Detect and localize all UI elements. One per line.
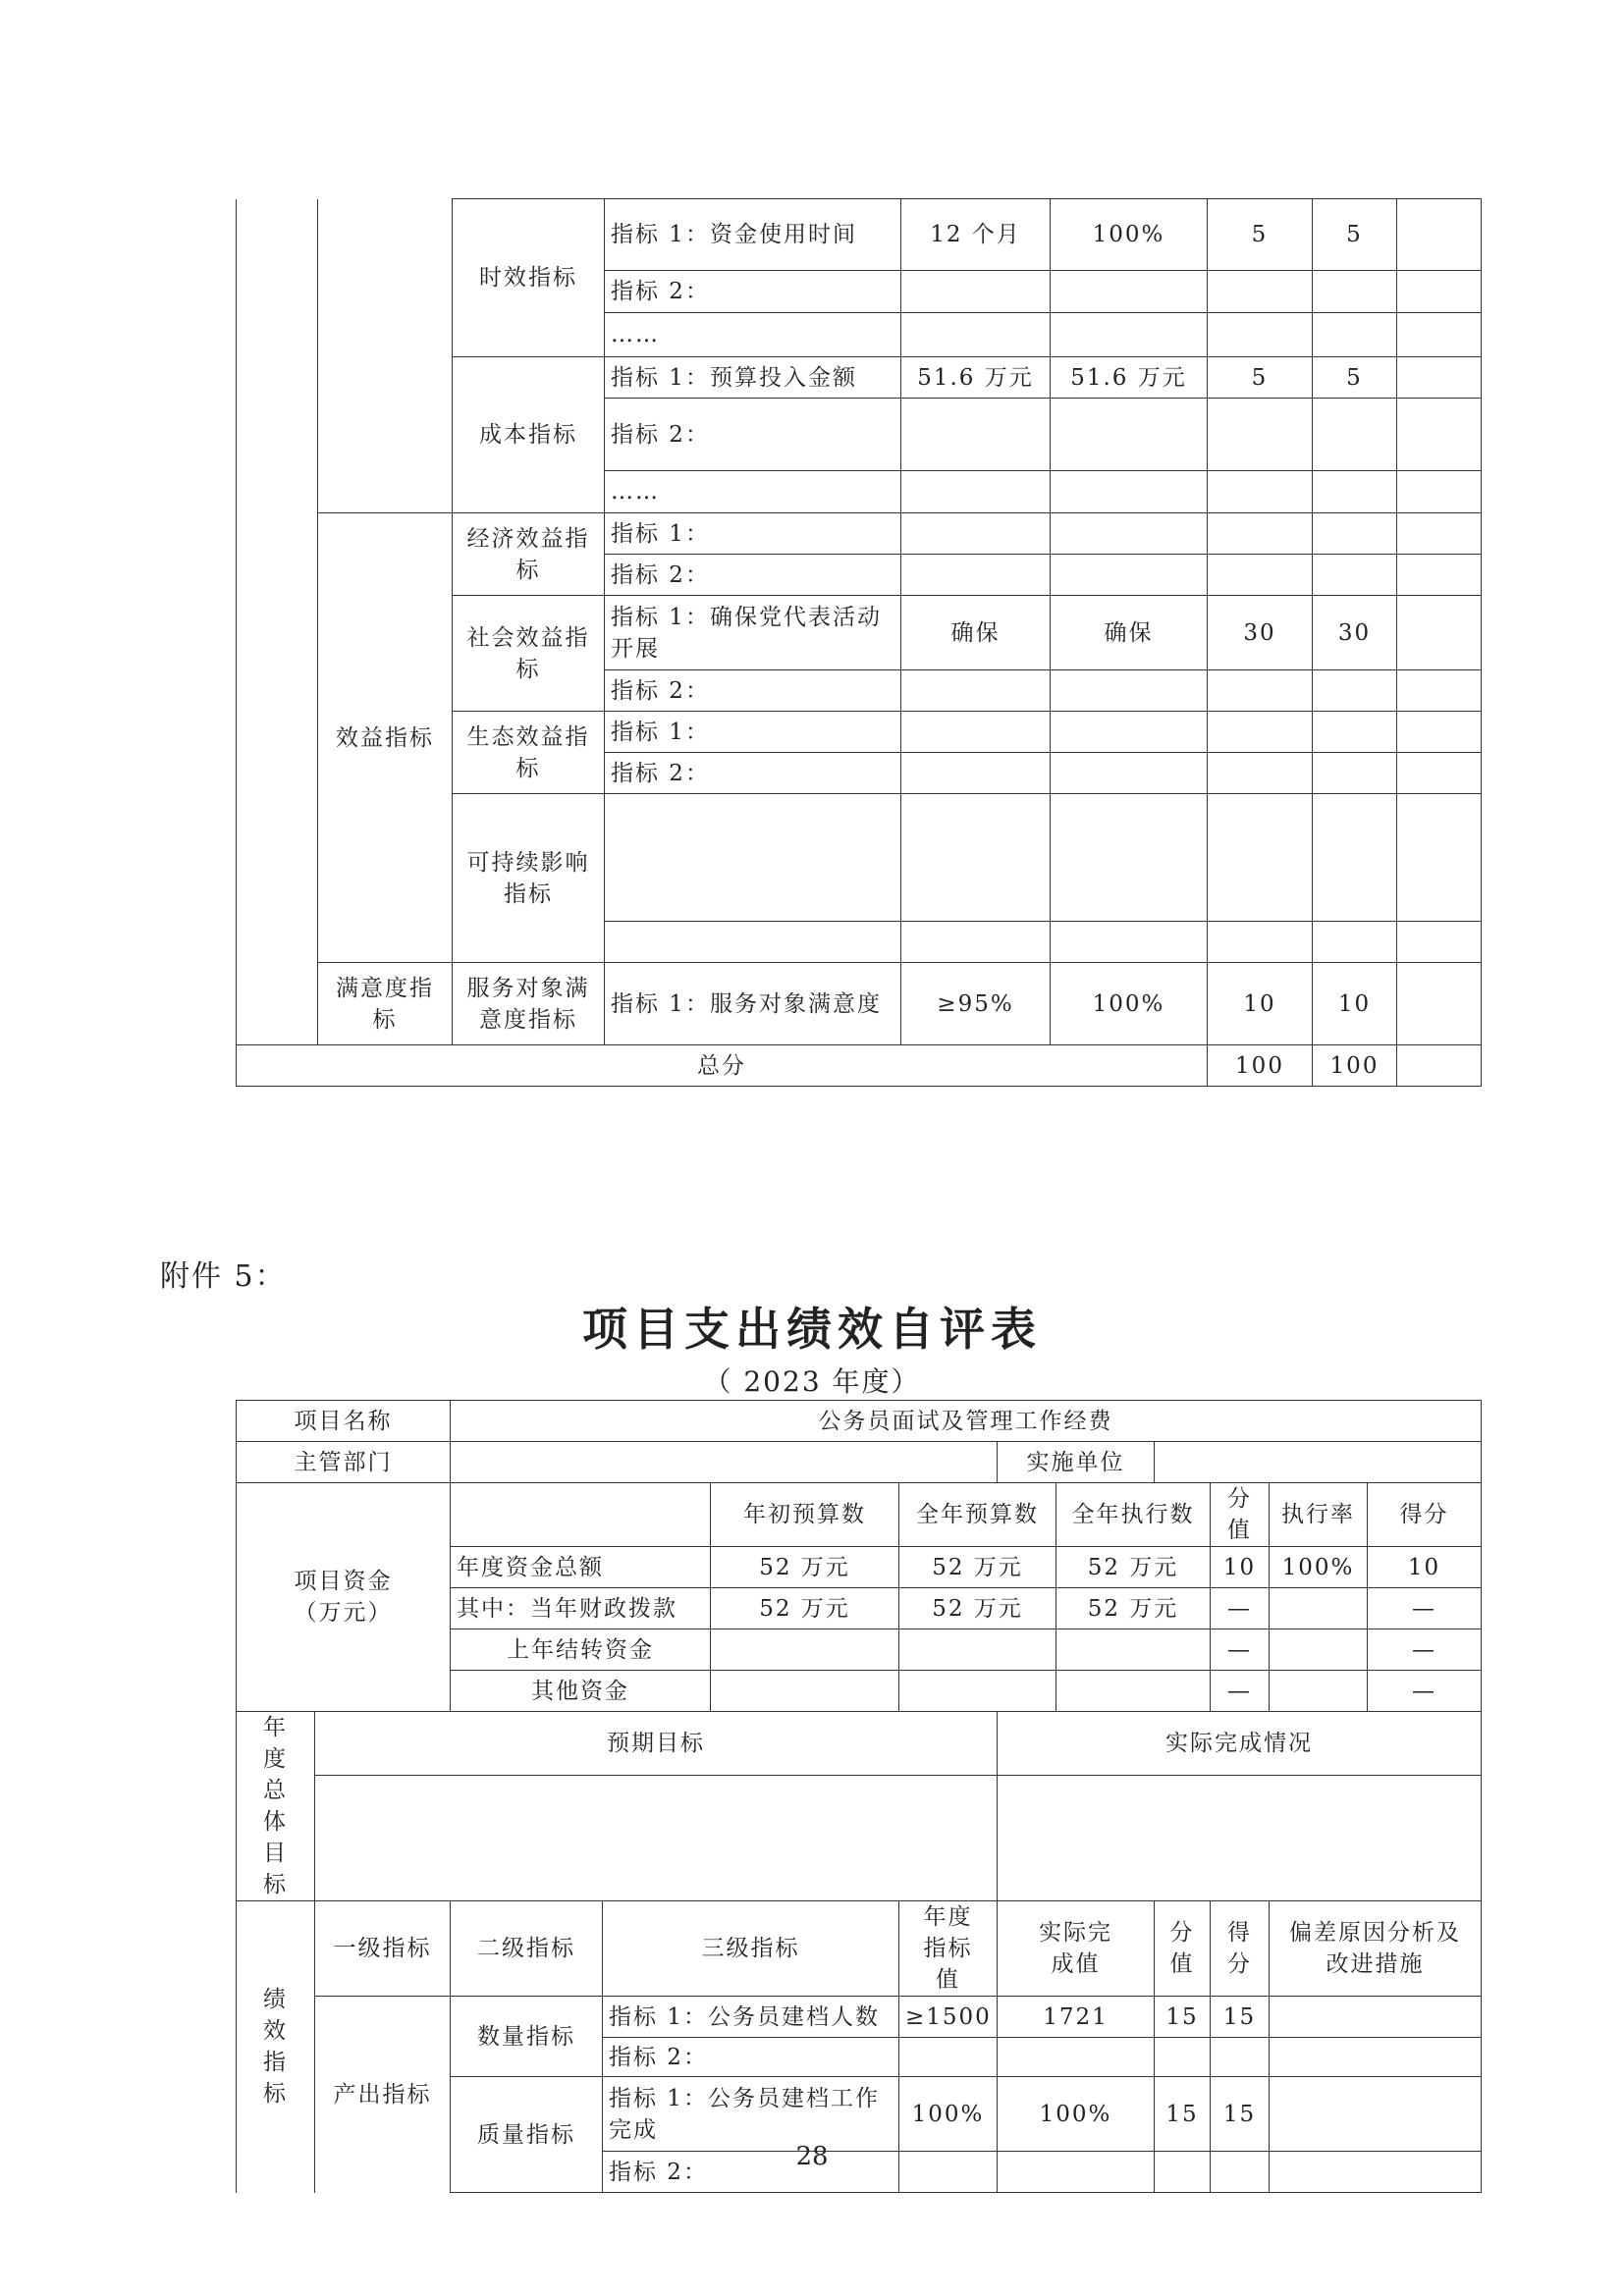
score-obtained: 15 xyxy=(1211,1997,1270,2038)
funds-cell: — xyxy=(1211,1629,1270,1671)
target-value xyxy=(899,2038,998,2077)
score-value: 15 xyxy=(1155,2077,1211,2152)
actual-completion-label: 实际完成情况 xyxy=(998,1712,1482,1776)
page-title: 项目支出绩效自评表 xyxy=(582,1303,1042,1356)
target-value xyxy=(901,513,1051,555)
perf-header: 得分 xyxy=(1211,1901,1270,1997)
indicator-name: 指标 2： xyxy=(603,2152,899,2193)
perf-header: 年度指标值 xyxy=(899,1901,998,1997)
funds-cell xyxy=(711,1629,899,1671)
funds-cell: 52 万元 xyxy=(1056,1588,1211,1629)
indicator-name: 指标 1：公务员建档人数 xyxy=(603,1997,899,2038)
deviation-cell xyxy=(1270,1997,1482,2038)
target-value: ≥1500 xyxy=(899,1997,998,2038)
score-obtained: 30 xyxy=(1313,596,1397,670)
score-obtained xyxy=(1313,555,1397,596)
target-value: 51.6 万元 xyxy=(901,357,1051,399)
funds-header-initial: 年初预算数 xyxy=(711,1483,899,1547)
year-label: （ 2023 年度） xyxy=(703,1365,921,1398)
social-benefit-label: 社会效益指标 xyxy=(453,596,605,712)
indicator-name: 指标 2： xyxy=(605,670,901,712)
perf-header: 二级指标 xyxy=(451,1901,603,1997)
output-indicator-label: 产出指标 xyxy=(315,1997,451,2193)
score-obtained: 5 xyxy=(1313,357,1397,399)
deviation-cell xyxy=(1397,357,1482,399)
actual-value xyxy=(1051,753,1208,794)
target-value xyxy=(901,313,1051,357)
score-obtained xyxy=(1313,471,1397,513)
total-score-obtained: 100 xyxy=(1313,1045,1397,1087)
actual-value xyxy=(1051,794,1208,922)
funds-cell: 52 万元 xyxy=(899,1588,1056,1629)
deviation-cell xyxy=(1397,271,1482,313)
funds-cell xyxy=(899,1671,1056,1712)
actual-completion-value xyxy=(998,1776,1482,1901)
funds-cell: 52 万元 xyxy=(711,1547,899,1588)
expected-goal-value xyxy=(315,1776,998,1901)
indicator-name: 指标 1：公务员建档工作完成 xyxy=(603,2077,899,2152)
perf-header: 分值 xyxy=(1155,1901,1211,1997)
score-value xyxy=(1208,753,1313,794)
indicator-name xyxy=(605,794,901,922)
target-value xyxy=(901,670,1051,712)
score-obtained xyxy=(1313,271,1397,313)
score-value xyxy=(1208,471,1313,513)
funds-cell xyxy=(1056,1629,1211,1671)
target-value: 12 个月 xyxy=(901,199,1051,271)
benefit-indicator-label: 效益指标 xyxy=(318,513,453,963)
funds-cell: 52 万元 xyxy=(1056,1547,1211,1588)
target-value xyxy=(901,712,1051,753)
indicator-name: 指标 1：服务对象满意度 xyxy=(605,963,901,1045)
target-value: ≥95% xyxy=(901,963,1051,1045)
indicator-name: 指标 1：预算投入金额 xyxy=(605,357,901,399)
funds-row-name: 其中：当年财政拨款 xyxy=(451,1588,711,1629)
target-value xyxy=(901,922,1051,963)
target-value: 100% xyxy=(899,2077,998,2152)
deviation-cell xyxy=(1397,963,1482,1045)
satisfaction-indicator-label: 满意度指标 xyxy=(318,963,453,1045)
score-value xyxy=(1208,555,1313,596)
expected-goal-label: 预期目标 xyxy=(315,1712,998,1776)
funds-cell: — xyxy=(1368,1588,1482,1629)
score-obtained xyxy=(1313,794,1397,922)
annual-goal-label: 年度总体目标 xyxy=(237,1712,315,1901)
funds-header-annual: 全年预算数 xyxy=(899,1483,1056,1547)
deviation-cell xyxy=(1397,313,1482,357)
indicator-name: 指标 2： xyxy=(605,555,901,596)
indicator-name: 指标 1： xyxy=(605,513,901,555)
score-value xyxy=(1208,313,1313,357)
funds-cell xyxy=(1270,1671,1368,1712)
funds-row-name: 上年结转资金 xyxy=(451,1629,711,1671)
deviation-cell xyxy=(1397,513,1482,555)
target-value xyxy=(901,555,1051,596)
score-value: 5 xyxy=(1208,357,1313,399)
funds-cell: 52 万元 xyxy=(899,1547,1056,1588)
deviation-cell xyxy=(1397,199,1482,271)
target-value: 确保 xyxy=(901,596,1051,670)
perf-indicator-label: 绩效指标 xyxy=(237,1901,315,2193)
funds-cell xyxy=(899,1629,1056,1671)
dept-value xyxy=(451,1442,998,1483)
deviation-cell xyxy=(1397,555,1482,596)
quantity-indicator-label: 数量指标 xyxy=(451,1997,603,2077)
impl-unit-value xyxy=(1155,1442,1482,1483)
cost-indicator-label: 成本指标 xyxy=(453,357,605,513)
deviation-cell xyxy=(1397,399,1482,471)
annex-label: 附件 5： xyxy=(160,1259,287,1294)
actual-value xyxy=(1051,313,1208,357)
score-value xyxy=(1208,513,1313,555)
deviation-cell xyxy=(1397,471,1482,513)
score-obtained: 15 xyxy=(1211,2077,1270,2152)
score-value: 15 xyxy=(1155,1997,1211,2038)
level1-blank-cell xyxy=(237,199,318,1045)
score-obtained xyxy=(1313,313,1397,357)
performance-table-continued xyxy=(236,198,1482,1087)
indicator-name: 指标 2： xyxy=(605,399,901,471)
score-value: 10 xyxy=(1208,963,1313,1045)
funds-cell xyxy=(1270,1588,1368,1629)
funds-cell: 52 万元 xyxy=(711,1588,899,1629)
actual-value xyxy=(1051,471,1208,513)
score-value xyxy=(1208,712,1313,753)
actual-value: 1721 xyxy=(998,1997,1155,2038)
funds-cell: — xyxy=(1368,1629,1482,1671)
indicator-name: 指标 1： xyxy=(605,712,901,753)
score-obtained xyxy=(1313,670,1397,712)
target-value xyxy=(901,753,1051,794)
score-value xyxy=(1155,2038,1211,2077)
funds-row-name: 其他资金 xyxy=(451,1671,711,1712)
actual-value: 51.6 万元 xyxy=(1051,357,1208,399)
funds-cell xyxy=(1056,1671,1211,1712)
project-funds-label: 项目资金（万元） xyxy=(237,1483,451,1712)
actual-value xyxy=(1051,399,1208,471)
score-obtained xyxy=(1313,922,1397,963)
score-value xyxy=(1208,794,1313,922)
output-indicator-continued xyxy=(318,199,453,513)
deviation-cell xyxy=(1397,596,1482,670)
deviation-cell xyxy=(1397,794,1482,922)
funds-cell xyxy=(711,1671,899,1712)
target-value xyxy=(901,271,1051,313)
funds-header-rate: 执行率 xyxy=(1270,1483,1368,1547)
deviation-cell xyxy=(1397,753,1482,794)
actual-value: 100% xyxy=(1051,963,1208,1045)
actual-value xyxy=(998,2038,1155,2077)
perf-header: 偏差原因分析及改进措施 xyxy=(1270,1901,1482,1997)
actual-value xyxy=(1051,271,1208,313)
service-satisfaction-label: 服务对象满意度指标 xyxy=(453,963,605,1045)
target-value xyxy=(901,794,1051,922)
actual-value: 确保 xyxy=(1051,596,1208,670)
economic-benefit-label: 经济效益指标 xyxy=(453,513,605,596)
actual-value xyxy=(1051,513,1208,555)
total-score-value: 100 xyxy=(1208,1045,1313,1087)
indicator-name: 指标 2： xyxy=(603,2038,899,2077)
indicator-name: 指标 1：资金使用时间 xyxy=(605,199,901,271)
perf-header: 实际完成值 xyxy=(998,1901,1155,1997)
funds-header-score: 得分 xyxy=(1368,1483,1482,1547)
indicator-name xyxy=(605,922,901,963)
score-obtained xyxy=(1211,2038,1270,2077)
perf-header: 一级指标 xyxy=(315,1901,451,1997)
score-obtained xyxy=(1313,513,1397,555)
indicator-name: 指标 2： xyxy=(605,271,901,313)
funds-cell: — xyxy=(1211,1588,1270,1629)
actual-value xyxy=(1051,712,1208,753)
actual-value xyxy=(1051,555,1208,596)
indicator-name: …… xyxy=(605,313,901,357)
score-value: 30 xyxy=(1208,596,1313,670)
impl-unit-label: 实施单位 xyxy=(998,1442,1155,1483)
score-obtained: 10 xyxy=(1313,963,1397,1045)
score-obtained xyxy=(1313,399,1397,471)
deviation-cell xyxy=(1270,2077,1482,2152)
deviation-cell xyxy=(1397,670,1482,712)
deviation-cell xyxy=(1270,2038,1482,2077)
timeliness-indicator-label: 时效指标 xyxy=(453,199,605,357)
indicator-name: 指标 2： xyxy=(605,753,901,794)
score-obtained xyxy=(1313,712,1397,753)
funds-cell: 100% xyxy=(1270,1547,1368,1588)
deviation-cell xyxy=(1397,712,1482,753)
funds-row-name: 年度资金总额 xyxy=(451,1547,711,1588)
self-evaluation-table xyxy=(236,1400,1482,2193)
score-value xyxy=(1208,399,1313,471)
deviation-cell xyxy=(1397,922,1482,963)
funds-header-executed: 全年执行数 xyxy=(1056,1483,1211,1547)
funds-cell xyxy=(1270,1629,1368,1671)
funds-header-blank xyxy=(451,1483,711,1547)
funds-cell: 10 xyxy=(1368,1547,1482,1588)
funds-cell: 10 xyxy=(1211,1547,1270,1588)
score-obtained: 5 xyxy=(1313,199,1397,271)
score-value xyxy=(1208,670,1313,712)
perf-header: 三级指标 xyxy=(603,1901,899,1997)
deviation-cell xyxy=(1397,1045,1482,1087)
project-name-label: 项目名称 xyxy=(237,1401,451,1442)
quality-indicator-label: 质量指标 xyxy=(451,2077,603,2193)
project-name-value: 公务员面试及管理工作经费 xyxy=(451,1401,1482,1442)
score-value xyxy=(1208,271,1313,313)
target-value xyxy=(901,471,1051,513)
score-obtained xyxy=(1313,753,1397,794)
funds-cell: — xyxy=(1368,1671,1482,1712)
score-value: 5 xyxy=(1208,199,1313,271)
actual-value: 100% xyxy=(1051,199,1208,271)
target-value xyxy=(901,399,1051,471)
actual-value: 100% xyxy=(998,2077,1155,2152)
total-score-label: 总分 xyxy=(237,1045,1208,1087)
score-value xyxy=(1208,922,1313,963)
funds-cell: — xyxy=(1211,1671,1270,1712)
ecological-benefit-label: 生态效益指标 xyxy=(453,712,605,794)
sustainable-impact-label: 可持续影响指标 xyxy=(453,794,605,963)
indicator-name: 指标 1：确保党代表活动开展 xyxy=(605,596,901,670)
indicator-name: …… xyxy=(605,471,901,513)
dept-label: 主管部门 xyxy=(237,1442,451,1483)
actual-value xyxy=(1051,922,1208,963)
funds-header-value: 分值 xyxy=(1211,1483,1270,1547)
actual-value xyxy=(1051,670,1208,712)
page-number: 28 xyxy=(795,2142,829,2171)
